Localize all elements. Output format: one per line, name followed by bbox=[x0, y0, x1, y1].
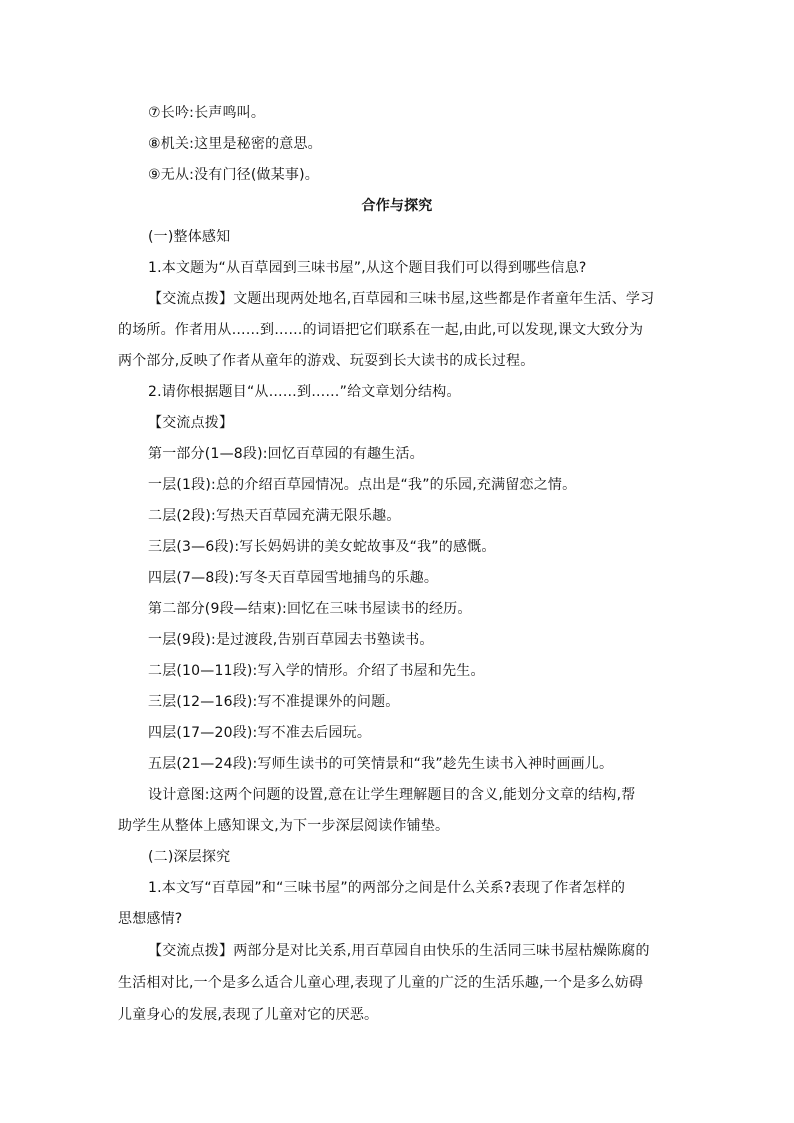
structure-item: 二层(10—11段):写入学的情形。介绍了书屋和先生。 bbox=[148, 663, 485, 679]
design-intent-line-1: 设计意图:这两个问题的设置,意在让学生理解题目的含义,能划分文章的结构,帮 bbox=[148, 787, 636, 803]
part2-question-1-line-2: 思想感情? bbox=[118, 911, 183, 927]
structure-item: 四层(17—20段):写不准去后园玩。 bbox=[148, 725, 372, 741]
note-8: ⑧机关:这里是秘密的意思。 bbox=[148, 136, 322, 152]
structure-item: 五层(21—24段):写师生读书的可笑情景和“我”趁先生读书入神时画画儿。 bbox=[148, 756, 614, 772]
note-9: ⑨无从:没有门径(做某事)。 bbox=[148, 167, 319, 183]
part2-answer-line-3: 儿童身心的发展,表现了儿童对它的厌恶。 bbox=[118, 1007, 379, 1023]
structure-item: 三层(12—16段):写不准提课外的问题。 bbox=[148, 694, 400, 710]
structure-item: 一层(9段):是过渡段,告别百草园去书塾读书。 bbox=[148, 632, 434, 648]
part1-heading: (一)整体感知 bbox=[148, 229, 231, 245]
part2-question-1-line-1: 1.本文写“百草园”和“三味书屋”的两部分之间是什么关系?表现了作者怎样的 bbox=[148, 880, 626, 896]
part2-heading: (二)深层探究 bbox=[148, 849, 231, 865]
part1-answer-1-line-3: 两个部分,反映了作者从童年的游戏、玩耍到长大读书的成长过程。 bbox=[118, 353, 535, 369]
note-7: ⑦长吟:长声鸣叫。 bbox=[148, 105, 266, 121]
part2-answer-line-1: 【交流点拨】两部分是对比关系,用百草园自由快乐的生活同三味书屋枯燥陈腐的 bbox=[148, 943, 650, 959]
part1-answer-1-line-1: 【交流点拨】文题出现两处地名,百草园和三味书屋,这些都是作者童年生活、学习 bbox=[148, 291, 655, 307]
structure-item: 四层(7—8段):写冬天百草园雪地捕鸟的乐趣。 bbox=[148, 570, 439, 586]
structure-item: 第二部分(9段—结束):回忆在三味书屋读书的经历。 bbox=[148, 601, 472, 617]
section-title: 合作与探究 bbox=[361, 198, 433, 214]
structure-item: 二层(2段):写热天百草园充满无限乐趣。 bbox=[148, 508, 401, 524]
part1-answer-1-line-2: 的场所。作者用从……到……的词语把它们联系在一起,由此,可以发现,课文大致分为 bbox=[118, 322, 644, 338]
structure-item: 三层(3—6段):写长妈妈讲的美女蛇故事及“我”的感慨。 bbox=[148, 539, 496, 555]
part1-question-1: 1.本文题为“从百草园到三味书屋”,从这个题目我们可以得到哪些信息? bbox=[148, 260, 587, 276]
structure-item: 第一部分(1—8段):回忆百草园的有趣生活。 bbox=[148, 446, 424, 462]
design-intent-line-2: 助学生从整体上感知课文,为下一步深层阅读作铺垫。 bbox=[118, 818, 450, 834]
part1-question-2: 2.请你根据题目“从……到……”给文章划分结构。 bbox=[148, 384, 461, 400]
part2-answer-line-2: 生活相对比,一个是多么适合儿童心理,表现了儿童的广泛的生活乐趣,一个是多么妨碍 bbox=[118, 975, 644, 991]
part1-question-2-label: 【交流点拨】 bbox=[148, 415, 234, 431]
structure-item: 一层(1段):总的介绍百草园情况。点出是“我”的乐园,充满留恋之情。 bbox=[148, 477, 577, 493]
